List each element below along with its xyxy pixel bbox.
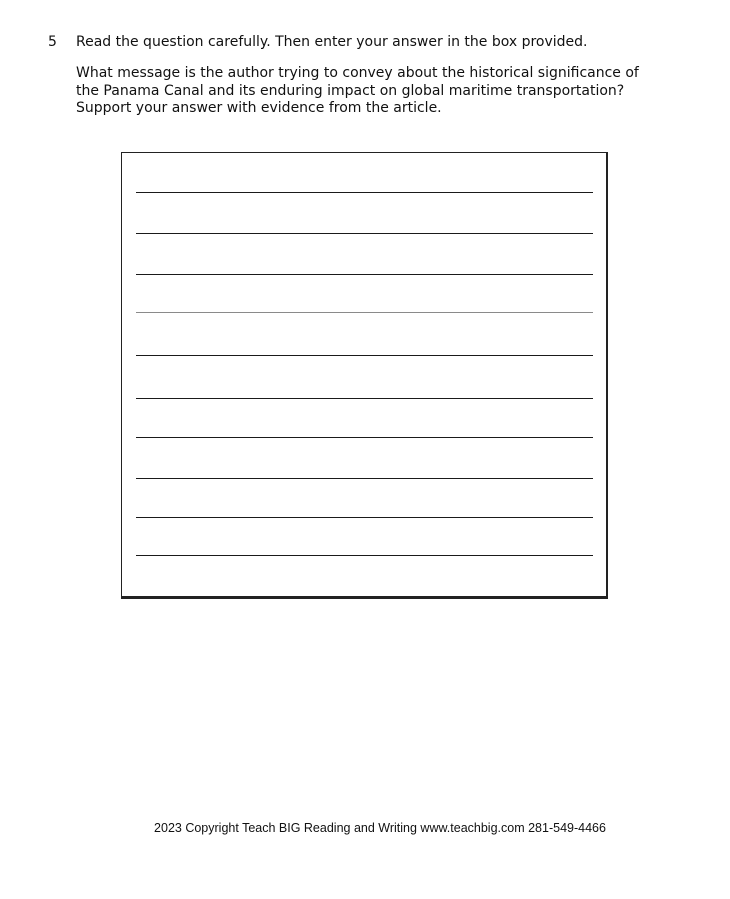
- answer-line[interactable]: [136, 233, 593, 234]
- answer-line[interactable]: [136, 437, 593, 438]
- answer-line[interactable]: [136, 398, 593, 399]
- prompt-line: the Panama Canal and its enduring impact on global maritime transportation?: [76, 82, 625, 99]
- answer-line[interactable]: [136, 192, 593, 193]
- answer-line[interactable]: [136, 478, 593, 479]
- answer-line[interactable]: [136, 274, 593, 275]
- answer-line[interactable]: [136, 555, 593, 556]
- prompt-line: What message is the author trying to convey about the historical significance of: [76, 65, 639, 81]
- answer-line[interactable]: [136, 517, 593, 518]
- answer-box[interactable]: [121, 152, 608, 599]
- question-number: 5: [48, 34, 57, 50]
- question-prompt: [76, 65, 676, 118]
- footer-copyright: 2023 Copyright Teach BIG Reading and Writing www.teachbig.com 281-549-4466: [154, 821, 606, 835]
- prompt-line: Support your answer with evidence from the article.: [76, 100, 442, 116]
- answer-line[interactable]: [136, 355, 593, 356]
- answer-line[interactable]: [136, 312, 593, 313]
- question-instruction: Read the question carefully. Then enter your answer in the box provided.: [76, 34, 588, 50]
